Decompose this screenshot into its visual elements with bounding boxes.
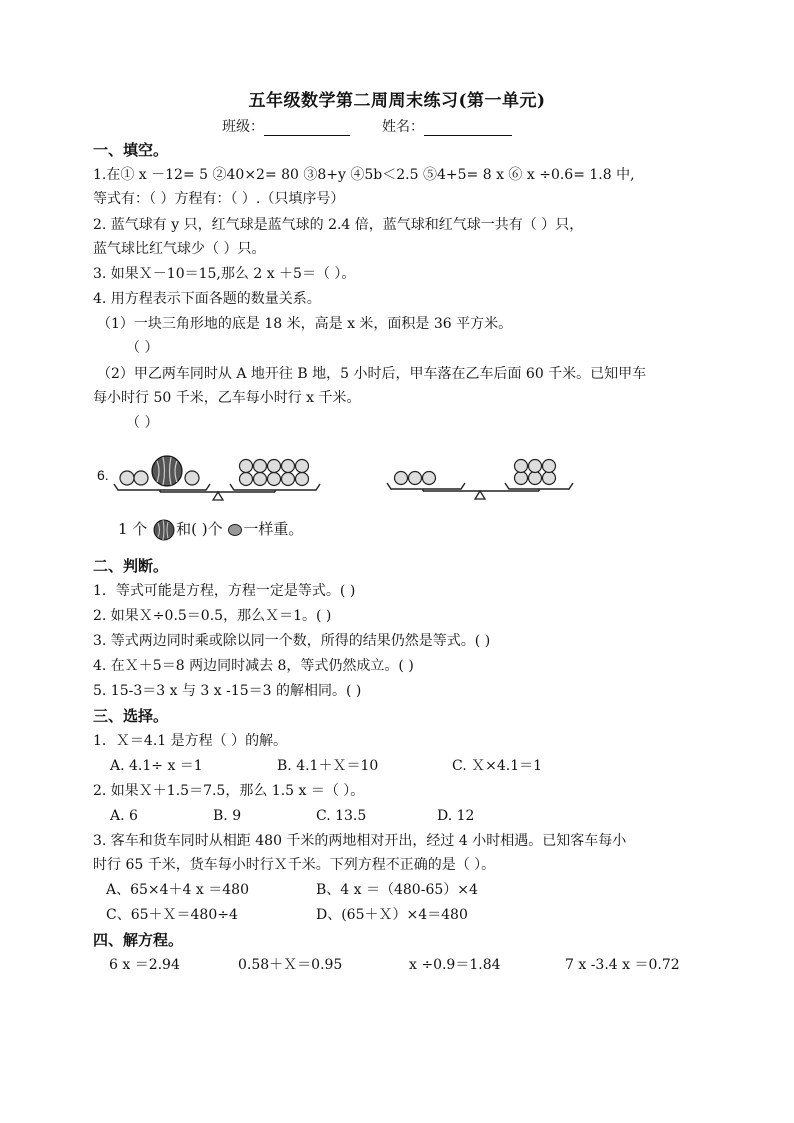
s1-q2-line2: 蓝气球比红气球少（ ）只。 (93, 241, 266, 257)
s4-equation-1: 6 x ＝2.94 (109, 957, 180, 973)
s1-q6-text-c: 一样重。 (243, 520, 304, 538)
name-label: 姓名： (382, 119, 424, 135)
s3-q3-option-a: A、65×4＋4 x ＝480 (106, 882, 249, 898)
s3-q1-option-c: C. Ｘ×4.1＝1 (452, 758, 543, 774)
s4-equation-3: x ÷0.9＝1.84 (409, 957, 501, 973)
s2-q4: 4. 在Ｘ＋5＝8 两边同时减去 8，等式仍然成立。( ) (93, 658, 414, 674)
s1-q4-1-answer: （ ） (126, 340, 159, 356)
name-blank[interactable] (424, 121, 512, 136)
section-4-heading: 四、解方程。 (93, 931, 184, 949)
s1-q1-line1: 1.在① x －12= 5 ②40×2= 80 ③8+y ④5b＜2.5 ⑤4+5= 8 x ⑥ x ÷0.6= 1.8 中, (93, 167, 635, 183)
section-2-heading: 二、判断。 (93, 557, 169, 575)
s3-q3-line2: 时行 65 千米，货车每小时行Ｘ千米。下列方程不正确的是（ ）。 (93, 857, 496, 873)
s3-q2: 2. 如果Ｘ＋1.5＝7.5，那么 1.5 x ＝（ ）。 (93, 783, 365, 799)
s1-q6-text-b: 和( )个 (176, 520, 223, 538)
s3-q3-line1: 3. 客车和货车同时从相距 480 千米的两地相对开出，经过 4 小时相遇。已知客车每小 (93, 833, 627, 849)
s1-q1-line2: 等式有：（ ）方程有：（ ）.（只填序号） (93, 191, 345, 207)
apple-icon (515, 460, 556, 485)
s1-q6-sentence (118, 518, 303, 542)
watermelon-icon (152, 456, 182, 486)
apple-icon (240, 460, 309, 486)
s3-q1: 1．Ｘ＝4.1 是方程（ ）的解。 (93, 733, 288, 749)
class-label: 班级： (222, 119, 264, 135)
balance-scale-left (110, 444, 330, 504)
watermelon-icon (152, 518, 176, 542)
s3-q3-option-d: D、(65＋Ｘ）×4＝480 (316, 907, 468, 923)
s1-q4: 4. 用方程表示下面各题的数量关系。 (93, 291, 321, 307)
s2-q5: 5. 15-3＝3 x 与 3 x -15＝3 的解相同。( ) (93, 683, 362, 699)
page-title: 五年级数学第二周周末练习(第一单元) (248, 91, 546, 111)
s1-q4-2-line1: （2）甲乙两车同时从 A 地开往 B 地，5 小时后，甲车落在乙车后面 60 千米。已知甲车 (97, 366, 647, 382)
s3-q2-option-d: D. 12 (437, 808, 475, 824)
name-field (382, 116, 512, 136)
s3-q2-option-b: B. 9 (213, 808, 242, 824)
s1-q4-2-line2: 每小时行 50 千米，乙车每小时行 x 千米。 (93, 390, 361, 406)
s2-q3: 3. 等式两边同时乘或除以同一个数，所得的结果仍然是等式。( ) (93, 633, 491, 649)
s3-q2-option-c: C. 13.5 (316, 808, 367, 824)
s3-q2-option-a: A. 6 (110, 808, 138, 824)
s2-q1: 1．等式可能是方程，方程一定是等式。( ) (93, 583, 356, 599)
class-field (222, 116, 350, 136)
section-3-heading: 三、选择。 (93, 707, 169, 725)
apple-icon (395, 472, 436, 485)
s1-q6-number: 6. (97, 467, 109, 483)
s1-q4-1: （1）一块三角形地的底是 18 米，高是 x 米，面积是 36 平方米。 (97, 316, 513, 332)
s3-q1-option-a: A. 4.1÷ x ＝1 (110, 758, 203, 774)
s1-q2-line1: 2. 蓝气球有 y 只，红气球是蓝气球的 2.4 倍，蓝气球和红气球一共有（ ）只， (93, 217, 584, 233)
s1-q3: 3. 如果Ｘ－10＝15,那么 2 x ＋5＝（ ）。 (93, 266, 356, 282)
s4-equation-4: 7 x -3.4 x ＝0.72 (565, 957, 680, 973)
s1-q4-2-answer: （ ） (126, 415, 159, 431)
s3-q3-option-b: B、4 x ＝（480-65）×4 (316, 882, 478, 898)
s4-equation-2: 0.58＋Ｘ＝0.95 (238, 957, 343, 973)
apple-icon (227, 523, 243, 537)
s1-q6-text-a: 1 个 (118, 520, 148, 538)
s3-q3-option-c: C、65＋Ｘ＝480÷4 (106, 907, 238, 923)
class-blank[interactable] (264, 121, 350, 136)
balance-scale-right (383, 454, 583, 504)
section-1-heading: 一、填空。 (93, 141, 169, 159)
s2-q2: 2. 如果Ｘ÷0.5＝0.5，那么Ｘ＝1。( ) (93, 608, 332, 624)
s3-q1-option-b: B. 4.1＋Ｘ＝10 (277, 758, 379, 774)
